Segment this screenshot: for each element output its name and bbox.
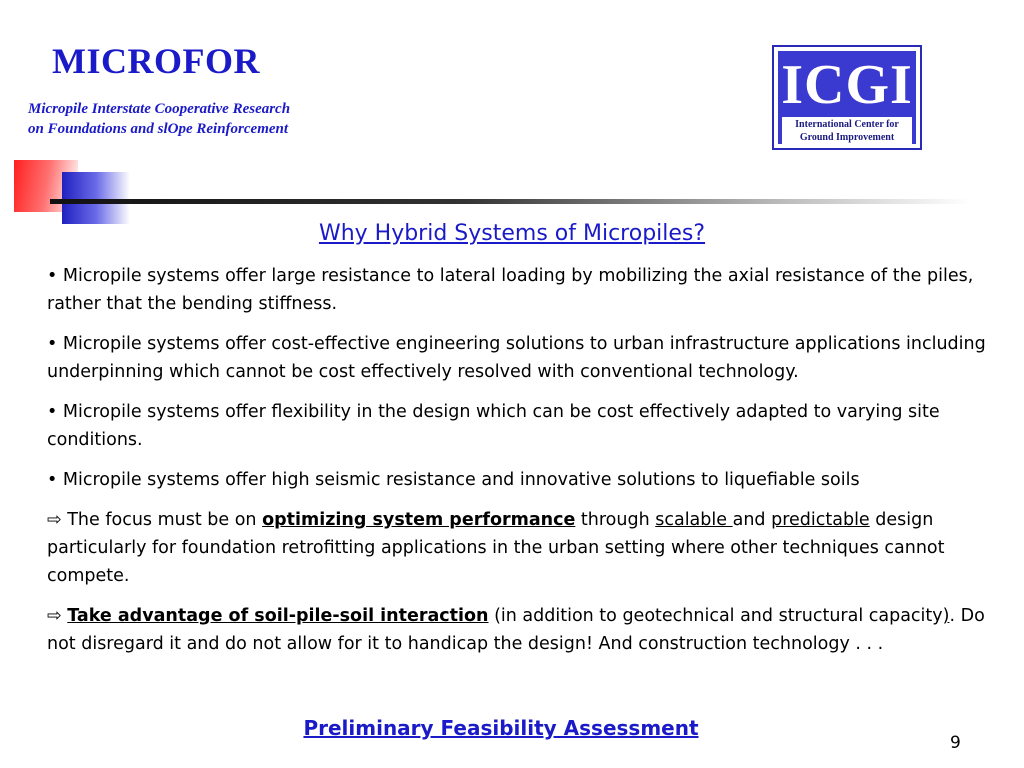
presentation-title: MICROFOR — [52, 41, 260, 81]
focus-text-2: through — [575, 510, 656, 530]
bullet-lateral-resistance: • Micropile systems offer large resistance to lateral loading by mobilizing the axial resistance of the piles, rather that the bending stiffness. — [47, 266, 974, 314]
advantage-text-1: (in addition to geotechnical and structural capacity — [488, 606, 943, 626]
decorative-blue-square — [62, 172, 130, 224]
focus-emphasis: optimizing system performance — [262, 510, 576, 530]
logo-caption-line-1: International Center for — [795, 119, 899, 130]
logo-background — [778, 51, 916, 144]
advantage-underline-paren: ) — [942, 606, 950, 626]
focus-paragraph — [47, 506, 987, 590]
bullet-seismic: • Micropile systems offer high seismic resistance and innovative solutions to liquefiable soils — [47, 470, 860, 490]
advantage-emphasis: Take advantage of soil-pile-soil interaction — [67, 606, 489, 626]
logo-caption — [782, 117, 912, 145]
subtitle-line-2: on Foundations and slOpe Reinforcement — [28, 121, 289, 137]
logo-letters: ICGI — [781, 54, 913, 116]
arrow-icon: ⇨ — [47, 606, 62, 626]
icgi-logo — [772, 45, 922, 150]
footer-title: Preliminary Feasibility Assessment — [303, 716, 699, 740]
arrow-icon: ⇨ — [47, 510, 62, 530]
header-divider — [50, 199, 970, 204]
bullet-flexibility: • Micropile systems offer flexibility in the design which can be cost effectively adapted to varying site conditions. — [47, 402, 940, 450]
bullet-cost-effective: • Micropile systems offer cost-effective engineering solutions to urban infrastructure applications including underpinning which cannot be cost effectively resolved with conventional technology. — [47, 334, 986, 382]
focus-underline-predictable: predictable — [771, 510, 870, 530]
page-number: 9 — [950, 733, 961, 753]
subtitle-line-1: Micropile Interstate Cooperative Research — [28, 101, 291, 117]
advantage-text-2: . Do not disregard it and do not allow for it to handicap the design! And construction technology . . . — [47, 606, 985, 654]
slide-heading: Why Hybrid Systems of Micropiles? — [318, 221, 706, 246]
focus-text-4: design particularly for foundation retrofitting applications in the urban setting where other techniques cannot compete. — [47, 510, 945, 586]
logo-caption-line-2: Ground Improvement — [799, 132, 895, 143]
focus-text-1: The focus must be on — [61, 510, 263, 530]
slide-body — [47, 262, 987, 670]
advantage-paragraph — [47, 602, 987, 658]
presentation-subtitle — [28, 99, 358, 139]
focus-underline-scalable: scalable — [655, 510, 733, 530]
focus-text-3: and — [732, 510, 772, 530]
